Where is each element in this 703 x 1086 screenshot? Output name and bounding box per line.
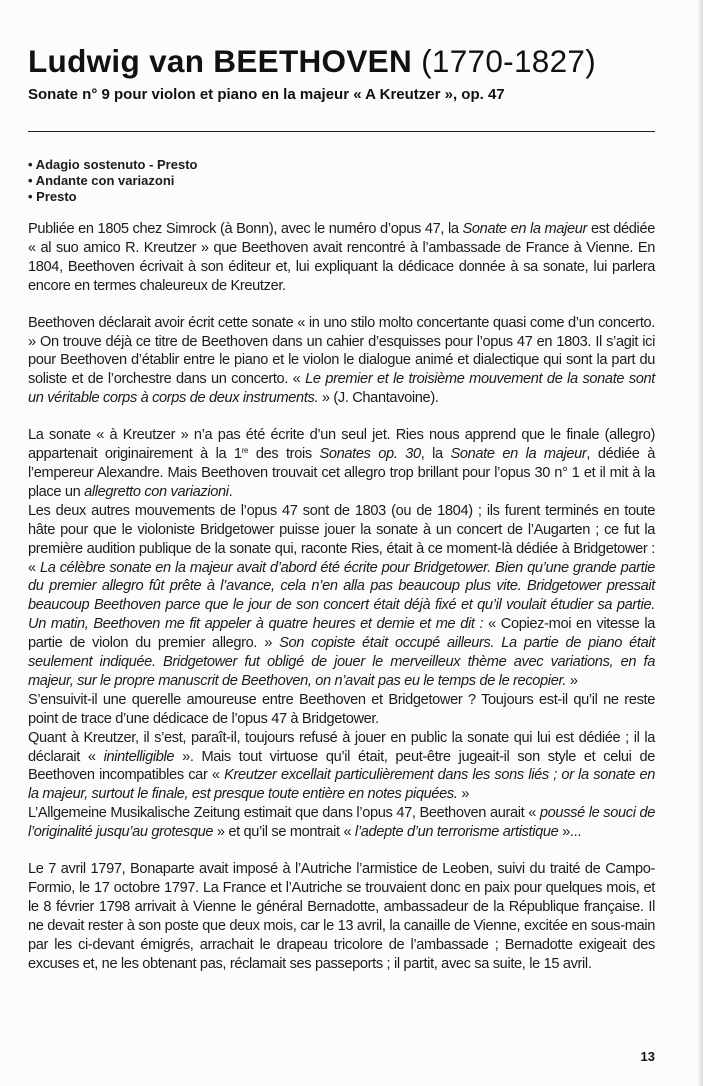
text-run: ». Mais tout virtuose qu’il était, peut-être jugeait-il son style et celui de Beethoven incompatibles car «	[28, 748, 656, 784]
italic-text: Son copiste était occupé ailleurs. La partie de piano était seulement indiquée. Bridgetower fut obligé de jouer le merveilleux thème avec variations, en fa majeur, sur le propre manuscrit de Beethoven, on n’avait pas eu le temps de le recopier.	[28, 635, 655, 689]
page-edge-shadow	[697, 0, 703, 1086]
text-run: « Copiez-moi en vitesse la partie de violon du premier allegro. »	[28, 616, 655, 652]
text-run: des trois	[248, 446, 320, 463]
title-divider	[28, 131, 655, 132]
document-page	[28, 40, 655, 974]
italic-text: Sonate en la majeur	[450, 446, 587, 463]
italic-text: Sonate en la majeur	[462, 221, 588, 237]
body-paragraph	[28, 804, 655, 842]
body-paragraph	[28, 691, 655, 729]
movement-item: • Adagio sostenuto - Presto	[28, 157, 198, 172]
body-paragraph	[28, 314, 655, 409]
italic-text: Sonates op. 30	[319, 446, 421, 463]
italic-text: poussé le souci de l’originalité jusqu’au grotesque	[28, 805, 655, 841]
text-run: Publiée en 1805 chez Simrock (à Bonn), avec le numéro d’opus 47, la	[28, 221, 463, 237]
composer-name: Ludwig van BEETHOVEN	[28, 43, 413, 79]
text-run: L’Allgemeine Musikalische Zeitung estimait que dans l’opus 47, Beethoven aurait «	[28, 805, 540, 822]
text-run: est dédiée « al suo amico R. Kreutzer » que Beethoven avait rencontré à l’ambassade de France à Vienne. En 1804, Beethoven écrivait à son éditeur et, lui expliquant la dédicace donnée à sa sonate, lui parlera encore en termes chaleureux de Kreutzer.	[28, 221, 655, 294]
italic-text: l’adepte d’un terrorisme artistique	[354, 824, 559, 841]
text-run: La sonate « à Kreutzer » n’a pas été écrite d’un seul jet. Ries nous apprend que le finale (allegro) appartenait originairement à la 1	[28, 427, 655, 463]
body-paragraph	[28, 220, 655, 296]
text-run: »	[457, 786, 470, 803]
text-run: Quant à Kreutzer, il s’est, paraît-il, toujours refusé à jouer en public la sonate qui lui est dédiée ; il la déclarait «	[28, 729, 655, 765]
work-subtitle: Sonate n° 9 pour violon et piano en la majeur « A Kreutzer », op. 47	[28, 86, 505, 103]
text-run: Les deux autres mouvements de l’opus 47 sont de 1803 (ou de 1804) ; ils furent terminés en toute hâte pour que le violoniste Bridgetower puisse jouer la sonate à un concert de l’Augarten ; ce fut la première audition publique de la sonate qui, raconte Ries, était à ce moment-là dédiée à Bridgetower : «	[28, 502, 655, 576]
text-run: .	[228, 483, 233, 500]
text-run: Beethoven déclarait avoir écrit cette sonate « in uno stilo molto concertante quasi come d’un concerto. » On trouve déjà ce titre de Beethoven dans un cahier d’esquisses pour l’opus 47 en 1803. Il s’agit ici pour Beethoven d’établir entre le piano et le violon le dialogue animé et dialectique qui sont la part du soliste et de l’orchestre dans un concerto. «	[28, 314, 655, 388]
text-run: Le 7 avril 1797, Bonaparte avait imposé à l’Autriche l’armistice de Leoben, suivi du traité de Campo-Formio, le 17 octobre 1797. La France et l’Autriche se trouvaient donc en paix pour quelques mois, et le 8 février 1798 arrivait à Vienne le général Bernadotte, ambassadeur de la République française. Il ne devait rester à son poste que deux mois, car le 13 avril, la canaille de Vienne, excitée en sous-main par les ci-devant émigrés, arrachait le drapeau tricolore de l’ambassade ; Bernadotte exigeait des excuses et, ne les obtenant pas, réclamait ses passeports ; il partit, avec sa suite, le 15 avril.	[28, 861, 655, 972]
movement-item: • Presto	[28, 189, 77, 204]
italic-text: inintelligible	[103, 748, 175, 765]
ordinal-superscript: re	[241, 446, 249, 456]
text-run: »	[566, 672, 578, 689]
text-run: , la	[420, 446, 451, 463]
text-run: » et qu’il se montrait «	[213, 824, 355, 841]
movement-item: • Andante con variazoni	[28, 173, 175, 188]
page-number: 13	[640, 1049, 655, 1064]
italic-text: La célèbre sonate en la majeur avait d’abord été écrite pour Bridgetower. Bien qu’une grande partie du premier allegro fût prête à l’avance, cela n’en alla pas beaucoup plus vite. Bridgetower pressait beaucoup Beethoven parce que le jour de son concert était déjà fixé et qu’il voulait étudier sa partie. Un matin, Beethoven me fit appeler à quatre heures et demie et me dit :	[28, 559, 655, 633]
body-paragraph	[28, 729, 655, 805]
italic-text: Le premier et le troisième mouvement de la sonate sont un véritable corps à corps de deux instruments.	[28, 371, 656, 407]
body-text	[28, 220, 655, 974]
italic-text: Kreutzer excellait particulièrement dans les sons liés ; or la sonate en la majeur, surtout le finale, est presque toute entière en notes piquées.	[28, 767, 655, 803]
body-paragraph	[28, 860, 655, 973]
italic-text: allegretto con variazioni	[84, 483, 229, 500]
text-run: , dédiée à l’empereur Alexandre. Mais Beethoven trouvait cet allegro trop brillant pour l’opus 30 n° 1 et il mit à la place un	[28, 446, 655, 500]
body-paragraph	[28, 502, 655, 691]
text-run: »...	[558, 824, 582, 841]
text-run: » (J. Chantavoine).	[318, 390, 439, 407]
composer-dates: (1770-1827)	[421, 43, 597, 79]
text-run: S’ensuivit-il une querelle amoureuse entre Beethoven et Bridgetower ? Toujours est-il qu’il ne reste point de trace d’une dédicace de l’opus 47 à Bridgetower.	[28, 691, 655, 727]
body-paragraph	[28, 426, 655, 502]
movements-list	[28, 157, 655, 205]
page-title	[28, 40, 655, 82]
